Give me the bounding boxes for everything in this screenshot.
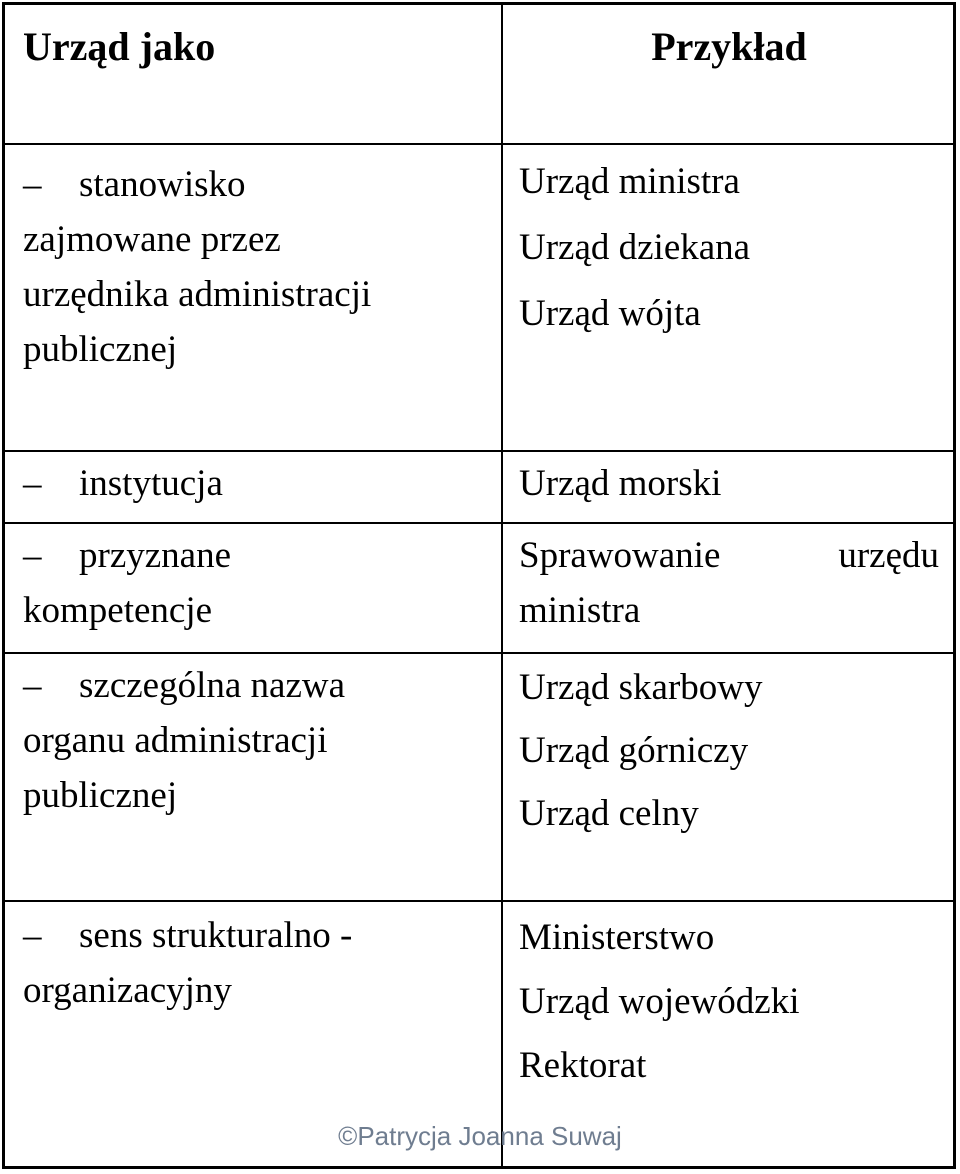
meaning-line: urzędnika administracji	[23, 274, 372, 315]
example-item: Urząd ministra	[519, 161, 740, 202]
meaning-line: organu administracji	[23, 720, 328, 761]
table-row	[5, 523, 953, 653]
examples-cell	[502, 144, 953, 451]
meaning-cell	[5, 901, 502, 1166]
copyright-watermark: ©Patrycja Joanna Suwaj	[338, 1121, 622, 1151]
header-cell-right	[502, 5, 953, 144]
dash-bullet: –	[23, 915, 42, 956]
examples-cell	[502, 653, 953, 901]
examples-cell	[502, 451, 953, 523]
table-row	[5, 653, 953, 901]
meaning-line: – stanowisko	[23, 157, 491, 212]
table-row	[5, 144, 953, 451]
example-item: Urząd wójta	[519, 293, 701, 334]
header-przyklad: Przykład	[651, 24, 807, 69]
example-item: Urząd dziekana	[519, 227, 751, 268]
concept-table-frame	[2, 2, 956, 1169]
examples-cell	[502, 523, 953, 653]
example-item: Rektorat	[519, 1045, 647, 1086]
meaning-line: – sens strukturalno -	[23, 908, 491, 963]
meaning-line: zajmowane przez	[23, 219, 281, 260]
example-item: Urząd morski	[519, 463, 722, 504]
example-item: Urząd wojewódzki	[519, 981, 800, 1022]
meaning-line: – przyznane	[23, 528, 491, 583]
meaning-line: – szczególna nazwa	[23, 658, 491, 713]
dash-bullet: –	[23, 164, 42, 205]
table-row	[5, 901, 953, 1166]
example-item: Ministerstwo	[519, 917, 715, 958]
dash-bullet: –	[23, 535, 42, 576]
table-header-row	[5, 5, 953, 144]
meaning-cell	[5, 451, 502, 523]
meaning-line: publicznej	[23, 775, 178, 816]
concept-table	[5, 5, 953, 1166]
meaning-line: kompetencje	[23, 590, 213, 631]
header-urzad-jako: Urząd jako	[23, 24, 216, 69]
example-item: ministra	[519, 590, 641, 631]
meaning-line: – instytucja	[23, 456, 491, 511]
example-item: Urząd górniczy	[519, 730, 749, 771]
example-item: Urząd celny	[519, 793, 699, 834]
examples-cell	[502, 901, 953, 1166]
meaning-line: organizacyjny	[23, 970, 232, 1011]
example-item: Urząd skarbowy	[519, 667, 763, 708]
dash-bullet: –	[23, 665, 42, 706]
meaning-cell	[5, 523, 502, 653]
meaning-line: publicznej	[23, 329, 178, 370]
header-cell-left	[5, 5, 502, 144]
meaning-cell	[5, 653, 502, 901]
table-row	[5, 451, 953, 523]
example-item: Sprawowanie urzędu	[519, 535, 939, 576]
dash-bullet: –	[23, 463, 42, 504]
meaning-cell	[5, 144, 502, 451]
